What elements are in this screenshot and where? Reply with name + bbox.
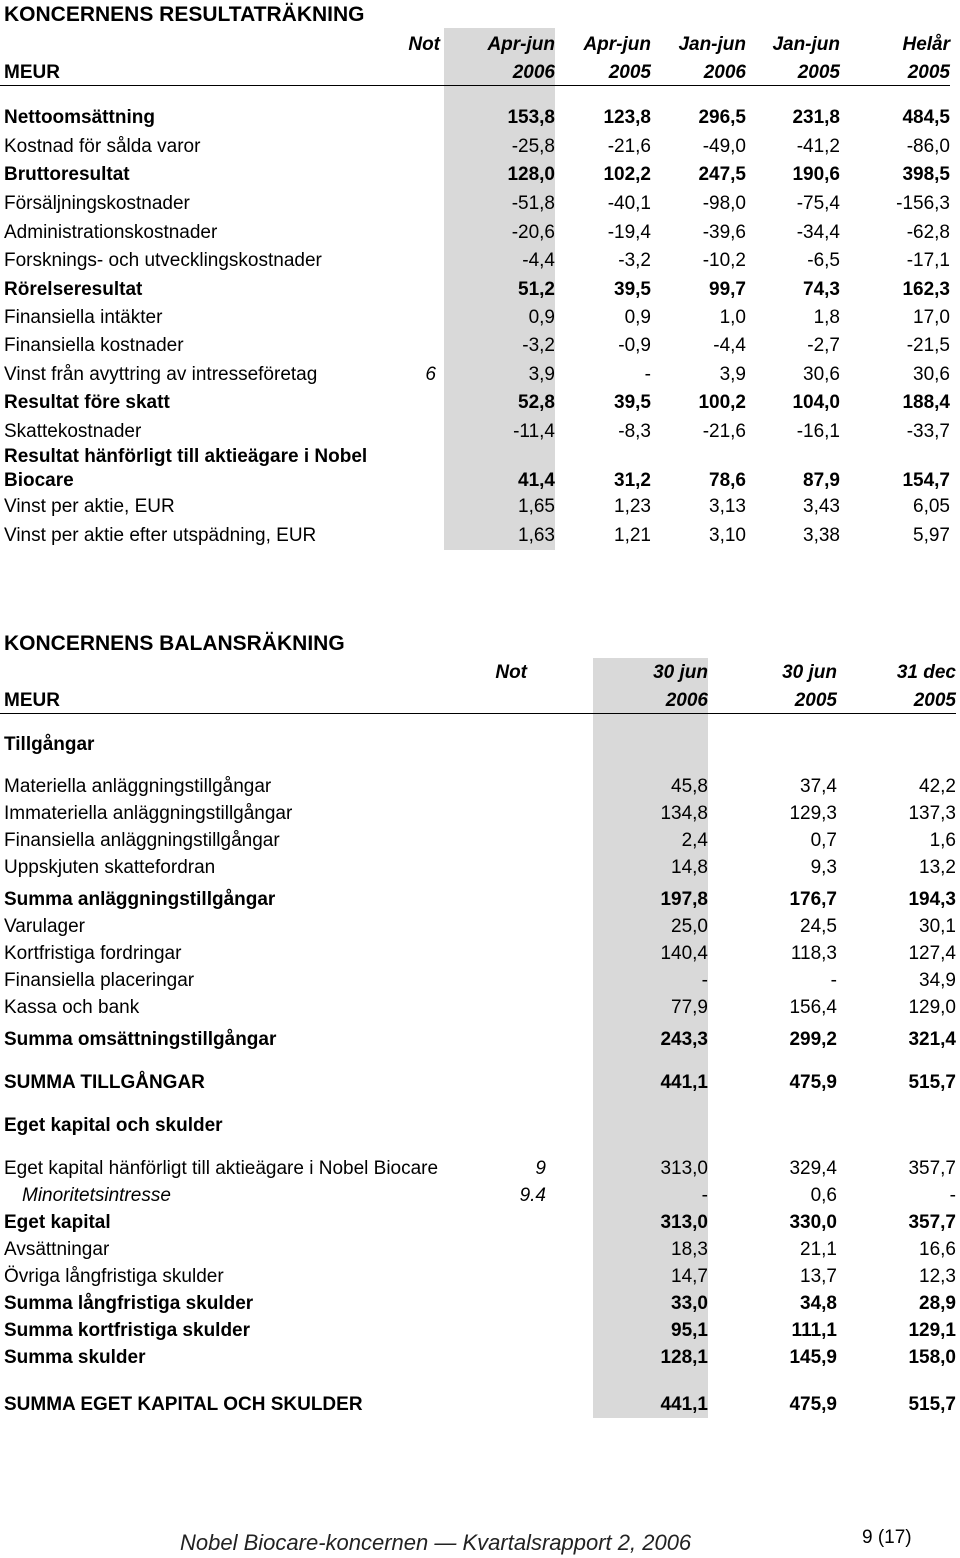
- balance-cell: 14,8: [671, 857, 708, 878]
- balance-cell: 357,7: [908, 1212, 956, 1233]
- income-cell: -156,3: [896, 193, 950, 214]
- sum-current-assets-row: [0, 1029, 960, 1056]
- sum-equity-liabilities-row: [0, 1394, 960, 1421]
- balance-cell: 21,1: [800, 1239, 837, 1260]
- income-row-label: Bruttoresultat: [4, 164, 130, 185]
- balance-cell: 25,0: [671, 916, 708, 937]
- balance-row-label: Materiella anläggningstillgångar: [4, 776, 272, 797]
- income-cell: -33,7: [906, 421, 950, 442]
- income-cell: 1,23: [614, 496, 651, 517]
- income-cell: 398,5: [902, 164, 950, 185]
- balance-row: [0, 970, 960, 997]
- balance-row-note: 9: [535, 1158, 546, 1179]
- income-cell: 123,8: [603, 107, 651, 128]
- balance-row-label: Finansiella anläggningstillgångar: [4, 830, 280, 851]
- income-row: [0, 193, 960, 220]
- income-cell: -75,4: [796, 193, 840, 214]
- income-cell: -2,7: [807, 335, 840, 356]
- balance-row-label: Kortfristiga fordringar: [4, 943, 182, 964]
- income-cell: -3,2: [618, 250, 651, 271]
- balance-row: [0, 1158, 960, 1185]
- balance-cell: 137,3: [908, 803, 956, 824]
- balance-unit-label: MEUR: [4, 690, 60, 711]
- income-cell: 3,13: [709, 496, 746, 517]
- income-cell: 6,05: [913, 496, 950, 517]
- income-cell: -0,9: [618, 335, 651, 356]
- balance-year-col2: 2005: [794, 690, 837, 711]
- balance-cell: 14,7: [671, 1266, 708, 1287]
- income-cell: 30,6: [803, 364, 840, 385]
- balance-cell: -: [949, 1185, 956, 1206]
- balance-cell: 42,2: [919, 776, 956, 797]
- income-cell: 78,6: [709, 470, 746, 491]
- balance-cell: 129,3: [789, 803, 837, 824]
- income-cell: -39,6: [702, 222, 746, 243]
- balance-row-label: Immateriella anläggningstillgångar: [4, 803, 293, 824]
- balance-row: [0, 1293, 960, 1320]
- income-year-col3: 2006: [703, 62, 746, 83]
- income-cell: 231,8: [792, 107, 840, 128]
- income-cell: 190,6: [792, 164, 840, 185]
- balance-cell: 34,9: [919, 970, 956, 991]
- balance-cell: 129,1: [908, 1320, 956, 1341]
- income-year-col4: 2005: [797, 62, 840, 83]
- balance-row-label: Övriga långfristiga skulder: [4, 1266, 224, 1287]
- balance-cell: 2,4: [681, 830, 708, 851]
- income-cell: 99,7: [709, 279, 746, 300]
- balance-row-label: Uppskjuten skattefordran: [4, 857, 216, 878]
- balance-row: [0, 1185, 960, 1212]
- balance-row: [0, 803, 960, 830]
- balance-cell: 128,1: [660, 1347, 708, 1368]
- balance-row-label: Summa kortfristiga skulder: [4, 1320, 251, 1341]
- balance-cell: 299,2: [789, 1029, 837, 1050]
- income-row-label: Rörelseresultat: [4, 279, 143, 300]
- balance-cell: 313,0: [660, 1212, 708, 1233]
- balance-cell: -: [701, 970, 708, 991]
- income-cell: 3,9: [528, 364, 555, 385]
- balance-cell: -: [701, 1185, 708, 1206]
- income-cell: 1,0: [719, 307, 746, 328]
- balance-cell: 18,3: [671, 1239, 708, 1260]
- balance-cell: 34,8: [800, 1293, 837, 1314]
- balance-cell: 441,1: [660, 1394, 708, 1415]
- income-row-label: Vinst per aktie efter utspädning, EUR: [4, 525, 317, 546]
- income-row-label: Skattekostnader: [4, 421, 142, 442]
- balance-cell: 158,0: [908, 1347, 956, 1368]
- income-row: [0, 279, 960, 306]
- balance-row-label: Summa anläggningstillgångar: [4, 889, 276, 910]
- income-row-label: Resultat hänförligt till aktieägare i Nobel: [4, 446, 368, 467]
- balance-cell: 24,5: [800, 916, 837, 937]
- income-cell: -25,8: [511, 136, 555, 157]
- balance-cell: 28,9: [919, 1293, 956, 1314]
- income-cell: -21,6: [702, 421, 746, 442]
- income-cell: 484,5: [902, 107, 950, 128]
- income-row-label: Kostnad för sålda varor: [4, 136, 201, 157]
- income-cell: 296,5: [698, 107, 746, 128]
- income-cell: 102,2: [603, 164, 651, 185]
- balance-cell: 176,7: [789, 889, 837, 910]
- income-row-label: Administrationskostnader: [4, 222, 218, 243]
- income-cell: 31,2: [614, 470, 651, 491]
- sum-total-assets-row: [0, 1072, 960, 1099]
- balance-cell: 16,6: [919, 1239, 956, 1260]
- income-cell: -20,6: [511, 222, 555, 243]
- balance-cell: 243,3: [660, 1029, 708, 1050]
- income-header-col3: Jan-jun: [678, 34, 746, 55]
- income-row-label: Nettoomsättning: [4, 107, 155, 128]
- income-title: KONCERNENS RESULTATRÄKNING: [4, 3, 365, 26]
- income-cell: -49,0: [702, 136, 746, 157]
- balance-row: [0, 889, 960, 916]
- income-cell: -34,4: [796, 222, 840, 243]
- income-cell: -40,1: [607, 193, 651, 214]
- income-row: [0, 392, 960, 419]
- footer-report-title: Nobel Biocare-koncernen — Kvartalsrapport 2, 2006: [180, 1530, 692, 1555]
- balance-row-label: Summa långfristiga skulder: [4, 1293, 254, 1314]
- balance-row-label: Summa skulder: [4, 1347, 146, 1368]
- income-cell: 3,10: [709, 525, 746, 546]
- balance-row: [0, 997, 960, 1024]
- income-cell: 17,0: [913, 307, 950, 328]
- balance-cell: 13,7: [800, 1266, 837, 1287]
- balance-header-col3: 31 dec: [896, 662, 956, 683]
- balance-header-note: Not: [495, 662, 527, 683]
- income-cell: 51,2: [518, 279, 555, 300]
- section-assets-heading: Tillgångar: [4, 734, 95, 755]
- income-cell: -10,2: [702, 250, 746, 271]
- balance-cell: 194,3: [908, 889, 956, 910]
- balance-cell: 156,4: [789, 997, 837, 1018]
- balance-cell: -: [830, 970, 837, 991]
- balance-row-label: SUMMA EGET KAPITAL OCH SKULDER: [4, 1394, 363, 1415]
- income-cell: -: [644, 364, 651, 385]
- balance-cell: 111,1: [791, 1320, 837, 1341]
- income-year-col5: 2005: [907, 62, 950, 83]
- income-cell: -51,8: [511, 193, 555, 214]
- balance-cell: 197,8: [660, 889, 708, 910]
- income-row-label: Resultat före skatt: [4, 392, 170, 413]
- income-row: [0, 496, 960, 523]
- balance-cell: 330,0: [789, 1212, 837, 1233]
- income-cell: 41,4: [518, 470, 555, 491]
- balance-cell: 441,1: [660, 1072, 708, 1093]
- income-row-label: Försäljningskostnader: [4, 193, 190, 214]
- balance-cell: 95,1: [671, 1320, 708, 1341]
- balance-row: [0, 1212, 960, 1239]
- income-cell: 3,38: [803, 525, 840, 546]
- income-header-col1: Apr-jun: [487, 34, 555, 55]
- income-row: [0, 107, 960, 134]
- balance-cell: 127,4: [908, 943, 956, 964]
- income-row: [0, 525, 960, 552]
- income-cell: 1,8: [813, 307, 840, 328]
- balance-row: [0, 830, 960, 857]
- income-cell: -11,4: [513, 421, 555, 442]
- balance-cell: 12,3: [919, 1266, 956, 1287]
- balance-title: KONCERNENS BALANSRÄKNING: [4, 632, 345, 655]
- income-cell: 39,5: [614, 392, 651, 413]
- balance-cell: 0,6: [810, 1185, 837, 1206]
- income-row: [0, 222, 960, 249]
- income-cell: 3,9: [719, 364, 746, 385]
- income-year-col1: 2006: [512, 62, 555, 83]
- balance-cell: 33,0: [671, 1293, 708, 1314]
- balance-cell: 9,3: [810, 857, 837, 878]
- balance-cell: 321,4: [908, 1029, 956, 1050]
- balance-year-col1: 2006: [665, 690, 708, 711]
- balance-cell: 313,0: [660, 1158, 708, 1179]
- balance-row-label: Eget kapital: [4, 1212, 111, 1233]
- income-row: [0, 307, 960, 334]
- income-row-label: Forsknings- och utvecklingskostnader: [4, 250, 322, 271]
- balance-cell: 129,0: [908, 997, 956, 1018]
- balance-row: [0, 1347, 960, 1374]
- income-cell: -21,6: [607, 136, 651, 157]
- income-unit-label: MEUR: [4, 62, 60, 83]
- income-cell: 30,6: [913, 364, 950, 385]
- balance-row: [0, 1320, 960, 1347]
- income-cell: 153,8: [507, 107, 555, 128]
- balance-cell: 329,4: [789, 1158, 837, 1179]
- balance-row-label: Minoritetsintresse: [22, 1185, 171, 1206]
- income-cell: -16,1: [796, 421, 840, 442]
- income-cell: 188,4: [902, 392, 950, 413]
- income-cell: 74,3: [803, 279, 840, 300]
- income-cell: 100,2: [698, 392, 746, 413]
- income-cell: 104,0: [792, 392, 840, 413]
- income-row: [0, 136, 960, 163]
- balance-row-label: SUMMA TILLGÅNGAR: [4, 1072, 205, 1093]
- balance-cell: 145,9: [789, 1347, 837, 1368]
- income-cell: 0,9: [528, 307, 555, 328]
- balance-cell: 475,9: [789, 1072, 837, 1093]
- balance-row-label: Avsättningar: [4, 1239, 110, 1260]
- income-cell: -6,5: [807, 250, 840, 271]
- balance-cell: 475,9: [789, 1394, 837, 1415]
- balance-row-label: Finansiella placeringar: [4, 970, 195, 991]
- balance-cell: 77,9: [671, 997, 708, 1018]
- income-row-label-continued: Biocare: [4, 470, 74, 491]
- income-header-col5: Helår: [902, 34, 950, 55]
- income-year-col2: 2005: [608, 62, 651, 83]
- balance-row: [0, 943, 960, 970]
- income-cell: -4,4: [522, 250, 555, 271]
- balance-cell: 37,4: [800, 776, 837, 797]
- income-cell: 39,5: [614, 279, 651, 300]
- balance-header-col1: 30 jun: [653, 662, 708, 683]
- section-equity-heading: Eget kapital och skulder: [4, 1115, 223, 1136]
- income-cell: -3,2: [522, 335, 555, 356]
- balance-row: [0, 776, 960, 803]
- income-cell: 3,43: [803, 496, 840, 517]
- income-cell: -21,5: [906, 335, 950, 356]
- income-row-label: Finansiella kostnader: [4, 335, 184, 356]
- balance-cell: 45,8: [671, 776, 708, 797]
- income-header-col2: Apr-jun: [583, 34, 651, 55]
- income-header-col4: Jan-jun: [772, 34, 840, 55]
- balance-cell: 118,3: [790, 943, 837, 964]
- balance-row-label: Summa omsättningstillgångar: [4, 1029, 277, 1050]
- income-row: [0, 335, 960, 362]
- income-cell: -86,0: [906, 136, 950, 157]
- income-cell: 1,21: [614, 525, 651, 546]
- balance-row: [0, 1266, 960, 1293]
- balance-cell: 0,7: [810, 830, 837, 851]
- income-cell: 52,8: [518, 392, 555, 413]
- income-row: [0, 250, 960, 277]
- income-row-label: Finansiella intäkter: [4, 307, 163, 328]
- balance-cell: 1,6: [929, 830, 956, 851]
- income-row-label: Vinst per aktie, EUR: [4, 496, 175, 517]
- income-row: [0, 446, 960, 491]
- balance-row-label: Eget kapital hänförligt till aktieägare i Nobel Biocare: [4, 1158, 439, 1179]
- balance-cell: 13,2: [919, 857, 956, 878]
- balance-row: [0, 857, 960, 884]
- balance-cell: 515,7: [908, 1394, 956, 1415]
- income-cell: -17,1: [906, 250, 950, 271]
- balance-cell: 134,8: [660, 803, 708, 824]
- income-cell: 87,9: [803, 470, 840, 491]
- income-cell: 128,0: [507, 164, 555, 185]
- income-header-rule: [0, 85, 950, 86]
- income-header-note: Not: [408, 34, 440, 55]
- balance-header-col2: 30 jun: [782, 662, 837, 683]
- income-cell: -4,4: [713, 335, 746, 356]
- balance-cell: 30,1: [919, 916, 956, 937]
- balance-row-label: Varulager: [4, 916, 85, 937]
- balance-row: [0, 916, 960, 943]
- balance-row-note: 9.4: [519, 1185, 546, 1206]
- income-cell: 0,9: [624, 307, 651, 328]
- income-row-label: Vinst från avyttring av intresseföretag: [4, 364, 318, 385]
- income-row: [0, 164, 960, 191]
- income-cell: -41,2: [796, 136, 840, 157]
- income-cell: -62,8: [906, 222, 950, 243]
- income-cell: 1,63: [518, 525, 555, 546]
- balance-row: [0, 1239, 960, 1266]
- income-row: [0, 364, 960, 391]
- income-cell: 1,65: [518, 496, 555, 517]
- income-cell: 154,7: [902, 470, 950, 491]
- income-cell: 247,5: [698, 164, 746, 185]
- income-cell: -8,3: [618, 421, 651, 442]
- income-cell: -19,4: [607, 222, 651, 243]
- balance-row-label: Kassa och bank: [4, 997, 140, 1018]
- income-row-note: 6: [425, 364, 436, 385]
- income-cell: -98,0: [702, 193, 746, 214]
- income-cell: 162,3: [902, 279, 950, 300]
- balance-cell: 140,4: [660, 943, 708, 964]
- balance-cell: 357,7: [908, 1158, 956, 1179]
- income-row: [0, 421, 960, 448]
- balance-cell: 515,7: [908, 1072, 956, 1093]
- footer-page-number: 9 (17): [862, 1527, 912, 1548]
- balance-year-col3: 2005: [913, 690, 956, 711]
- income-cell: 5,97: [913, 525, 950, 546]
- balance-header-rule: [0, 713, 956, 714]
